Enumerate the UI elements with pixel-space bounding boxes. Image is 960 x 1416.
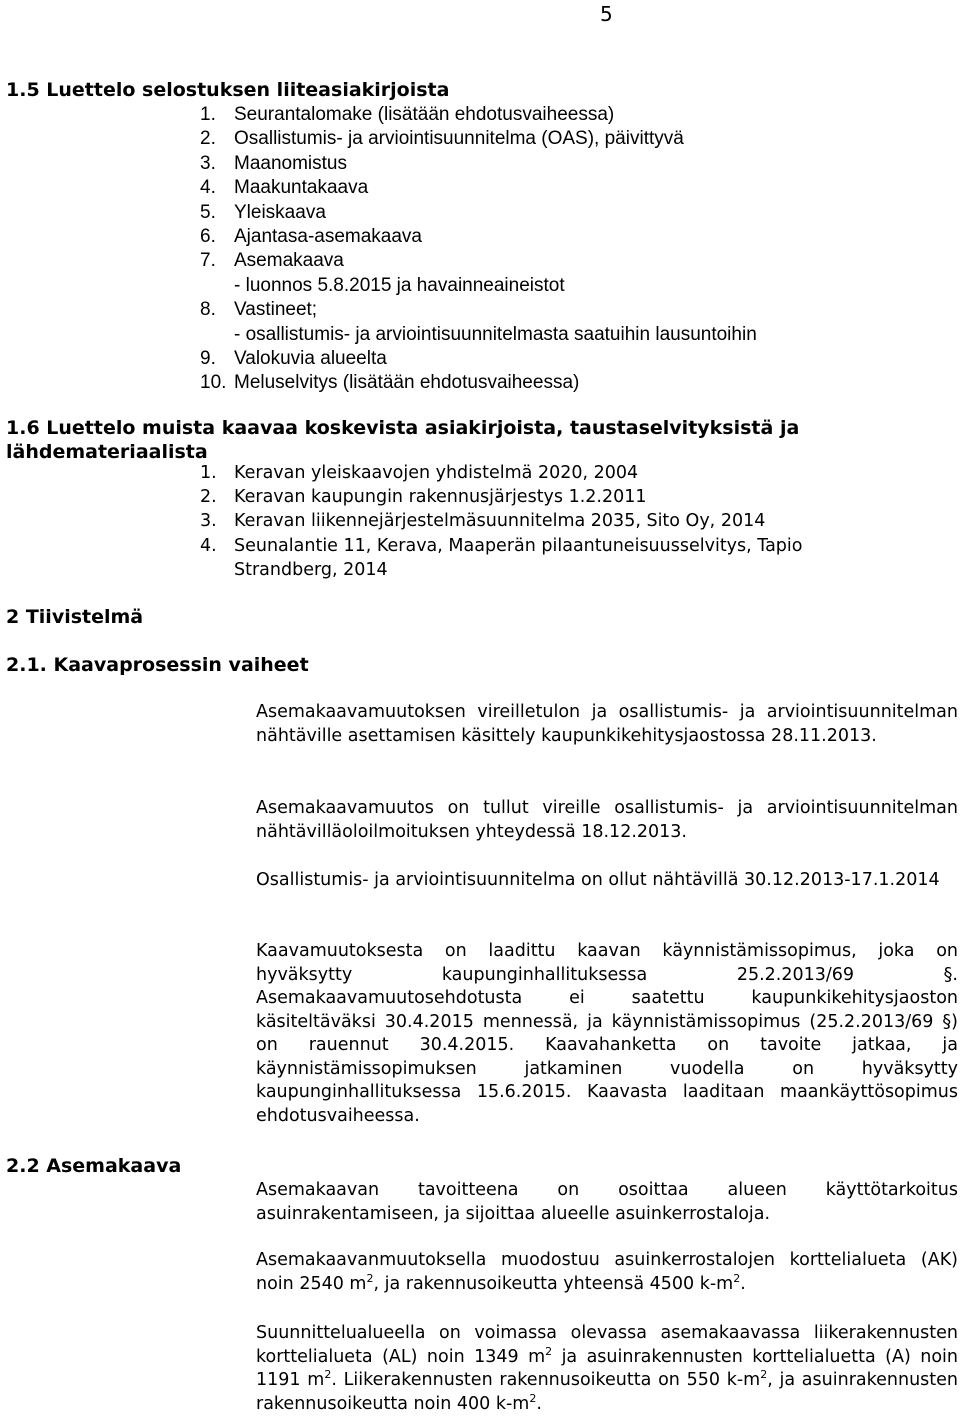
list-item: [200, 249, 757, 273]
list-item-text: - osallistumis- ja arviointisuunnitelmasta saatuihin lausuntoihin: [234, 323, 757, 345]
list-item-number: 3.: [200, 152, 216, 174]
list-item-number: 3.: [200, 511, 217, 532]
list-item: [200, 371, 757, 395]
list-item-number: [200, 274, 234, 298]
list-item: [200, 534, 874, 582]
list-item: [200, 298, 757, 322]
list-item-text: Keravan yleiskaavojen yhdistelmä 2020, 2004: [234, 463, 639, 483]
list-item-text: Seurantalomake (lisätään ehdotusvaiheessa): [234, 104, 615, 125]
list-item-number: 7.: [200, 250, 216, 272]
list-item-number: 2.: [200, 487, 217, 508]
list-item-number: 6.: [200, 225, 216, 247]
list-item-number: 1.: [200, 104, 216, 125]
attachments-list: [200, 103, 757, 396]
plan-paragraph-3: Suunnittelualueella on voimassa olevassa asemakaavassa liikerakennusten korttelialueta (AL) noin 1349 $m^2$ ja asuinrakennusten korttelialuetta (A) noin 1191 $m^2$. Liikerakennusten rakennusoikeutta on 550 $k-m^2$, ja asuinrakennusten rakennusoikeutta noin 400 $k-m^2$.: [256, 1323, 959, 1414]
list-item-number: 4.: [200, 177, 216, 199]
list-item-text: Valokuvia alueelta: [234, 347, 387, 369]
list-item-text: Meluselvitys (lisätään ehdotusvaiheessa): [234, 372, 580, 394]
plan-paragraph-1: Asemakaavan tavoitteena on osoittaa alueen käyttötarkoitus asuinrakentamiseen, ja sijoittaa alueelle asuinkerrostaloja.: [256, 1180, 958, 1224]
list-item: [200, 274, 757, 298]
list-item-number: 5.: [200, 201, 216, 223]
process-paragraph-3: Osallistumis- ja arviointisuunnitelma on ollut nähtävillä 30.12.2013-17.1.2014: [256, 870, 940, 890]
list-item: [200, 103, 757, 127]
list-item-number: [200, 323, 234, 347]
list-item: [200, 225, 757, 249]
list-item: [200, 176, 757, 200]
list-item: [200, 152, 757, 176]
list-item: [200, 323, 757, 347]
section-1-6-heading: 1.6 Luettelo muista kaavaa koskevista asiakirjoista, taustaselvityksistä ja lähdemateriaalista: [6, 417, 800, 463]
page-number: 5: [600, 2, 613, 26]
source-materials-list: [200, 461, 874, 582]
list-item-number: 2.: [200, 128, 216, 150]
list-item: [200, 201, 757, 225]
list-item: [200, 461, 874, 485]
list-item: [200, 485, 874, 509]
list-item-text: Keravan liikennejärjestelmäsuunnitelma 2035, Sito Oy, 2014: [234, 511, 766, 532]
list-item-text: Yleiskaava: [234, 201, 326, 223]
list-item-text: - luonnos 5.8.2015 ja havainneaineistot: [234, 274, 565, 296]
process-paragraph-2: Asemakaavamuutos on tullut vireille osallistumis- ja arviointisuunnitelman nähtävilläoloilmoituksen yhteydessä 18.12.2013.: [256, 798, 958, 842]
list-item: [200, 127, 757, 151]
list-item-number: 4.: [200, 535, 217, 556]
list-item-text: Ajantasa-asemakaava: [234, 225, 422, 247]
list-item-text: Maakuntakaava: [234, 177, 369, 199]
list-item-number: 1.: [200, 463, 217, 483]
section-2-2-heading: 2.2 Asemakaava: [6, 1155, 182, 1177]
list-item-number: 10.: [200, 372, 227, 394]
section-1-5-heading: 1.5 Luettelo selostuksen liiteasiakirjoista: [6, 79, 450, 101]
list-item-text: Keravan kaupungin rakennusjärjestys 1.2.2011: [234, 487, 647, 508]
list-item-number: 8.: [200, 299, 216, 321]
section-2-1-heading: 2.1. Kaavaprosessin vaiheet: [6, 654, 309, 676]
list-item-text: Seunalantie 11, Kerava, Maaperän pilaantuneisuusselvitys, Tapio Strandberg, 2014: [234, 535, 803, 580]
section-2-heading: 2 Tiivistelmä: [6, 606, 144, 628]
process-paragraph-4: Kaavamuutoksesta on laadittu kaavan käynnistämissopimus, joka on hyväksytty kaupunginhallituksessa 25.2.2013/69 §. Asemakaavamuutosehdotusta ei saatettu kaupunkikehitysjaoston käsiteltäväksi 30.4.2015 mennessä, ja käynnistämissopimus (25.2.2013/69 §) on rauennut 30.4.2015. Kaavahanketta on tavoite jatkaa, ja käynnistämissopimuksen jatkaminen vuodella on hyväksytty kaupunginhallituksessa 15.6.2015. Kaavasta laaditaan maankäyttösopimus ehdotusvaiheessa.: [256, 941, 958, 1126]
list-item-text: Vastineet;: [234, 299, 318, 321]
list-item-text: Asemakaava: [234, 250, 344, 272]
list-item-number: 9.: [200, 347, 216, 369]
list-item: [200, 509, 874, 533]
list-item: [200, 347, 757, 371]
list-item-text: Maanomistus: [234, 152, 347, 174]
process-paragraph-1: Asemakaavamuutoksen vireilletulon ja osallistumis- ja arviointisuunnitelman nähtäville asettamisen käsittely kaupunkikehitysjaostossa 28.11.2013.: [256, 702, 958, 746]
list-item-text: Osallistumis- ja arviointisuunnitelma (OAS), päivittyvä: [234, 128, 684, 150]
plan-paragraph-2: Asemakaavanmuutoksella muodostuu asuinkerrostalojen korttelialueta (AK) noin 2540 $m^2$, ja rakennusoikeutta yhteensä 4500 $k-m^2$.: [256, 1250, 958, 1294]
